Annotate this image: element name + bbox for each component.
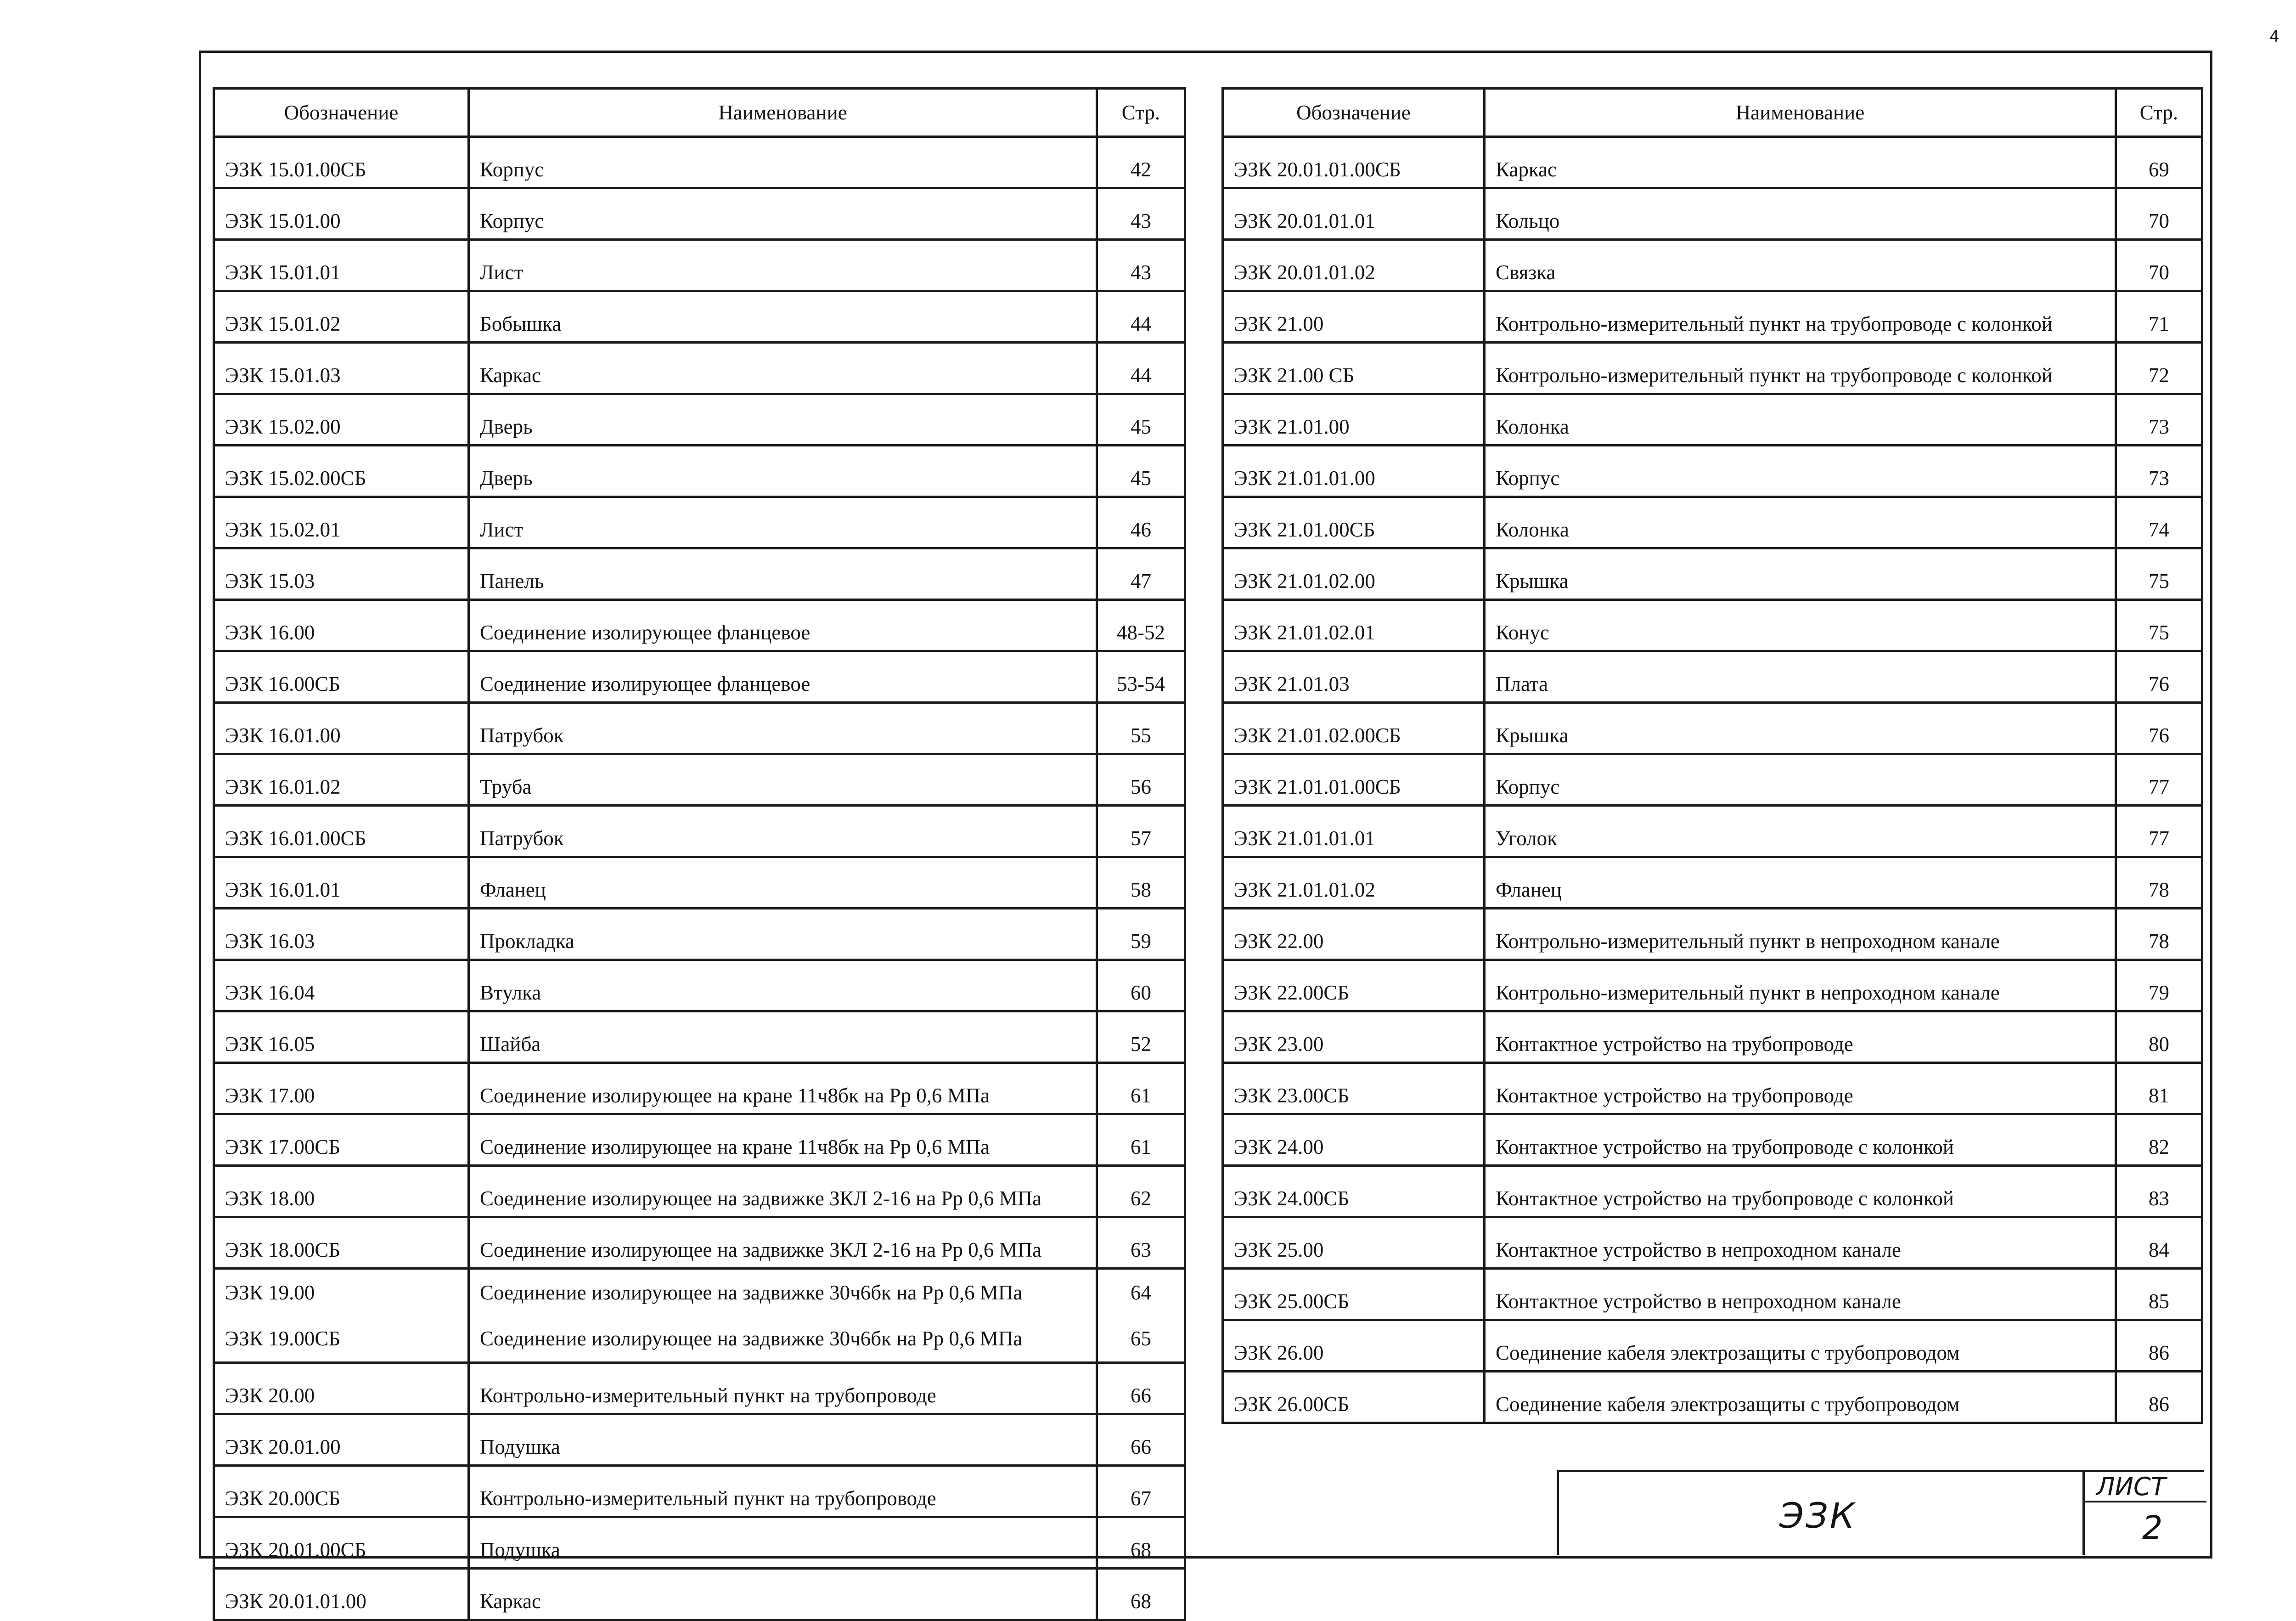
cell-name: Колонка bbox=[1485, 497, 2116, 548]
cell-code: ЭЗК 15.02.01 bbox=[214, 497, 469, 548]
cell-name: Панель bbox=[469, 548, 1097, 600]
table-row bbox=[214, 1517, 1185, 1569]
cell-name: Контактное устройство на трубопроводе с колонкой bbox=[1485, 1114, 2116, 1166]
cell-page: 72 bbox=[2116, 343, 2202, 394]
table-row bbox=[1223, 394, 2202, 446]
cell-page: 86 bbox=[2116, 1320, 2202, 1372]
table-row bbox=[1223, 343, 2202, 394]
cell-page: 67 bbox=[1097, 1466, 1185, 1517]
cell-page: 57 bbox=[1097, 806, 1185, 857]
table-body-right bbox=[1223, 137, 2202, 1423]
cell-page: 71 bbox=[2116, 291, 2202, 343]
cell-name: Каркас bbox=[469, 343, 1097, 394]
table-row bbox=[1223, 806, 2202, 857]
table-row bbox=[1223, 600, 2202, 651]
table-row bbox=[1223, 651, 2202, 703]
cell-name: Конус bbox=[1485, 600, 2116, 651]
cell-page: 59 bbox=[1097, 909, 1185, 960]
header-name: Наименование bbox=[469, 89, 1097, 137]
table-row bbox=[214, 446, 1185, 497]
cell-name: Контактное устройство в непроходном канале bbox=[1485, 1269, 2116, 1320]
cell-page: 83 bbox=[2116, 1166, 2202, 1217]
cell-page: 42 bbox=[1097, 137, 1185, 188]
table-row bbox=[214, 291, 1185, 343]
cell-page: 46 bbox=[1097, 497, 1185, 548]
cell-name: Кольцо bbox=[1485, 188, 2116, 240]
cell-page: 56 bbox=[1097, 754, 1185, 806]
cell-code: ЭЗК 15.01.00 bbox=[214, 188, 469, 240]
cell-name: Корпус bbox=[1485, 754, 2116, 806]
cell-name: Каркас bbox=[1485, 137, 2116, 188]
cell-page: 63 bbox=[1097, 1217, 1185, 1269]
cell-page: 70 bbox=[2116, 188, 2202, 240]
cell-name: Дверь bbox=[469, 446, 1097, 497]
table-row bbox=[1223, 1372, 2202, 1423]
cell-name: Плата bbox=[1485, 651, 2116, 703]
cell-code: ЭЗК 24.00СБ bbox=[1223, 1166, 1485, 1217]
cell-code: ЭЗК 16.03 bbox=[214, 909, 469, 960]
table-row bbox=[214, 909, 1185, 960]
cell-page: 74 bbox=[2116, 497, 2202, 548]
table-header-row bbox=[214, 89, 1185, 137]
table-row bbox=[214, 1114, 1185, 1166]
cell-page: 73 bbox=[2116, 394, 2202, 446]
cell-page: 58 bbox=[1097, 857, 1185, 909]
cell-page: 66 bbox=[1097, 1414, 1185, 1466]
title-block-divider bbox=[2082, 1472, 2085, 1555]
cell-name: Корпус bbox=[1485, 446, 2116, 497]
cell-code: ЭЗК 23.00СБ bbox=[1223, 1063, 1485, 1114]
table-row bbox=[1223, 1166, 2202, 1217]
cell-page: 44 bbox=[1097, 343, 1185, 394]
cell-name: Связка bbox=[1485, 240, 2116, 291]
header-page: Стр. bbox=[2116, 89, 2202, 137]
cell-name: Колонка bbox=[1485, 394, 2116, 446]
cell-page: 68 bbox=[1097, 1517, 1185, 1569]
cell-code: ЭЗК 15.02.00СБ bbox=[214, 446, 469, 497]
cell-code: ЭЗК 16.01.01 bbox=[214, 857, 469, 909]
table-row bbox=[214, 548, 1185, 600]
cell-code: ЭЗК 21.01.00СБ bbox=[1223, 497, 1485, 548]
cell-page-line: 65 bbox=[1131, 1327, 1151, 1350]
cell-page: 70 bbox=[2116, 240, 2202, 291]
table-row bbox=[214, 240, 1185, 291]
table-row bbox=[214, 188, 1185, 240]
table-row bbox=[1223, 960, 2202, 1011]
cell-code: ЭЗК 23.00 bbox=[1223, 1011, 1485, 1063]
table-row bbox=[214, 394, 1185, 446]
cell-page: 73 bbox=[2116, 446, 2202, 497]
table-row bbox=[214, 1363, 1185, 1414]
cell-code: ЭЗК 16.01.02 bbox=[214, 754, 469, 806]
cell-page: 76 bbox=[2116, 703, 2202, 754]
cell-code: ЭЗК 21.01.03 bbox=[1223, 651, 1485, 703]
cell-code: ЭЗК 26.00СБ bbox=[1223, 1372, 1485, 1423]
cell-page: 85 bbox=[2116, 1269, 2202, 1320]
cell-code: ЭЗК 21.01.00 bbox=[1223, 394, 1485, 446]
cell-page: 45 bbox=[1097, 394, 1185, 446]
table-row bbox=[214, 1011, 1185, 1063]
table-row bbox=[1223, 1011, 2202, 1063]
cell-page: 44 bbox=[1097, 291, 1185, 343]
cell-page: 47 bbox=[1097, 548, 1185, 600]
cell-name: Фланец bbox=[1485, 857, 2116, 909]
cell-name: Контактное устройство на трубопроводе bbox=[1485, 1063, 2116, 1114]
cell-code-line: ЭЗК 19.00 bbox=[225, 1281, 315, 1304]
table-row bbox=[1223, 291, 2202, 343]
cell-name: Втулка bbox=[469, 960, 1097, 1011]
cell-page: 75 bbox=[2116, 548, 2202, 600]
table-row bbox=[214, 754, 1185, 806]
cell-code: ЭЗК 20.01.01.00СБ bbox=[1223, 137, 1485, 188]
table-row bbox=[1223, 1320, 2202, 1372]
cell-code: ЭЗК 16.01.00 bbox=[214, 703, 469, 754]
cell-page: 53-54 bbox=[1097, 651, 1185, 703]
cell-page: 77 bbox=[2116, 754, 2202, 806]
cell-code: ЭЗК 21.01.02.01 bbox=[1223, 600, 1485, 651]
table-row bbox=[1223, 1114, 2202, 1166]
cell-page: 69 bbox=[2116, 137, 2202, 188]
table-row bbox=[214, 1063, 1185, 1114]
table-row bbox=[1223, 497, 2202, 548]
cell-code: ЭЗК 21.00 СБ bbox=[1223, 343, 1485, 394]
cell-code: ЭЗК 20.00СБ bbox=[214, 1466, 469, 1517]
cell-page: 43 bbox=[1097, 188, 1185, 240]
cell-code: ЭЗК 20.01.01.01 bbox=[1223, 188, 1485, 240]
cell-page: 66 bbox=[1097, 1363, 1185, 1414]
cell-name: Контрольно-измерительный пункт в непроходном канале bbox=[1485, 960, 2116, 1011]
cell-name: Соединение кабеля электрозащиты с трубопроводом bbox=[1485, 1320, 2116, 1372]
cell-name: Каркас bbox=[469, 1569, 1097, 1620]
cell-code: ЭЗК 21.01.01.00 bbox=[1223, 446, 1485, 497]
cell-name: Контактное устройство на трубопроводе bbox=[1485, 1011, 2116, 1063]
cell-page: 76 bbox=[2116, 651, 2202, 703]
table-row bbox=[214, 651, 1185, 703]
cell-name: Крышка bbox=[1485, 703, 2116, 754]
cell-name: Прокладка bbox=[469, 909, 1097, 960]
cell-code: ЭЗК 16.01.00СБ bbox=[214, 806, 469, 857]
cell-page: 78 bbox=[2116, 857, 2202, 909]
cell-page: 80 bbox=[2116, 1011, 2202, 1063]
table-row bbox=[214, 497, 1185, 548]
cell-name: Труба bbox=[469, 754, 1097, 806]
table-row bbox=[214, 806, 1185, 857]
table-row bbox=[1223, 240, 2202, 291]
index-table-right bbox=[1221, 87, 2203, 1424]
cell-name-line: Соединение изолирующее на задвижке 30ч6бк на Рр 0,6 МПа bbox=[480, 1327, 1023, 1350]
cell-page: 52 bbox=[1097, 1011, 1185, 1063]
table-row bbox=[214, 703, 1185, 754]
table-row bbox=[1223, 909, 2202, 960]
cell-code: ЭЗК 20.00 bbox=[214, 1363, 469, 1414]
cell-code: ЭЗК 16.00 bbox=[214, 600, 469, 651]
table-row bbox=[1223, 703, 2202, 754]
header-designation: Обозначение bbox=[214, 89, 469, 137]
cell-name: Патрубок bbox=[469, 703, 1097, 754]
cell-page: 61 bbox=[1097, 1114, 1185, 1166]
cell-name bbox=[469, 1269, 1097, 1363]
cell-code: ЭЗК 15.01.03 bbox=[214, 343, 469, 394]
cell-code: ЭЗК 15.01.00СБ bbox=[214, 137, 469, 188]
cell-name: Контактное устройство на трубопроводе с колонкой bbox=[1485, 1166, 2116, 1217]
cell-code: ЭЗК 22.00СБ bbox=[1223, 960, 1485, 1011]
cell-code: ЭЗК 21.01.01.01 bbox=[1223, 806, 1485, 857]
table-header-row bbox=[1223, 89, 2202, 137]
cell-page: 86 bbox=[2116, 1372, 2202, 1423]
cell-page: 82 bbox=[2116, 1114, 2202, 1166]
cell-name: Крышка bbox=[1485, 548, 2116, 600]
cell-page: 60 bbox=[1097, 960, 1185, 1011]
header-designation: Обозначение bbox=[1223, 89, 1485, 137]
corner-page-mark: 4 bbox=[2269, 28, 2279, 46]
cell-page: 84 bbox=[2116, 1217, 2202, 1269]
cell-code: ЭЗК 15.02.00 bbox=[214, 394, 469, 446]
cell-page: 61 bbox=[1097, 1063, 1185, 1114]
table-row bbox=[214, 960, 1185, 1011]
cell-name: Соединение кабеля электрозащиты с трубопроводом bbox=[1485, 1372, 2116, 1423]
cell-name: Корпус bbox=[469, 188, 1097, 240]
cell-name: Уголок bbox=[1485, 806, 2116, 857]
cell-name: Соединение изолирующее на задвижке ЗКЛ 2-16 на Рр 0,6 МПа bbox=[469, 1166, 1097, 1217]
table-row bbox=[214, 1217, 1185, 1269]
cell-name: Соединение изолирующее на кране 11ч8бк на Рр 0,6 МПа bbox=[469, 1063, 1097, 1114]
cell-code: ЭЗК 16.00СБ bbox=[214, 651, 469, 703]
cell-name: Лист bbox=[469, 240, 1097, 291]
cell-code: ЭЗК 26.00 bbox=[1223, 1320, 1485, 1372]
table-row bbox=[1223, 548, 2202, 600]
cell-name: Контрольно-измерительный пункт на трубопроводе bbox=[469, 1466, 1097, 1517]
cell-code: ЭЗК 20.01.00СБ bbox=[214, 1517, 469, 1569]
cell-name: Бобышка bbox=[469, 291, 1097, 343]
cell-code-line: ЭЗК 19.00СБ bbox=[225, 1327, 341, 1350]
title-block bbox=[1557, 1470, 2204, 1555]
cell-code: ЭЗК 16.05 bbox=[214, 1011, 469, 1063]
cell-page bbox=[1097, 1269, 1185, 1363]
cell-code: ЭЗК 21.01.01.00СБ bbox=[1223, 754, 1485, 806]
table-row bbox=[1223, 188, 2202, 240]
cell-code: ЭЗК 21.00 bbox=[1223, 291, 1485, 343]
cell-page: 62 bbox=[1097, 1166, 1185, 1217]
cell-page: 81 bbox=[2116, 1063, 2202, 1114]
cell-code: ЭЗК 20.01.00 bbox=[214, 1414, 469, 1466]
header-name: Наименование bbox=[1485, 89, 2116, 137]
cell-code: ЭЗК 15.03 bbox=[214, 548, 469, 600]
cell-code bbox=[214, 1269, 469, 1363]
table-body-left bbox=[214, 137, 1185, 1620]
cell-page: 68 bbox=[1097, 1569, 1185, 1620]
table-row bbox=[214, 1166, 1185, 1217]
index-table-left bbox=[213, 87, 1186, 1621]
cell-code: ЭЗК 15.01.01 bbox=[214, 240, 469, 291]
cell-code: ЭЗК 22.00 bbox=[1223, 909, 1485, 960]
cell-name: Контрольно-измерительный пункт на трубопроводе bbox=[469, 1363, 1097, 1414]
header-page: Стр. bbox=[1097, 89, 1185, 137]
table-row bbox=[214, 1569, 1185, 1620]
cell-name: Корпус bbox=[469, 137, 1097, 188]
cell-name: Лист bbox=[469, 497, 1097, 548]
table-row bbox=[1223, 754, 2202, 806]
cell-page: 77 bbox=[2116, 806, 2202, 857]
table-row bbox=[214, 1269, 1185, 1363]
cell-name: Контрольно-измерительный пункт на трубопроводе с колонкой bbox=[1485, 343, 2116, 394]
table-row bbox=[1223, 137, 2202, 188]
cell-name-line: Соединение изолирующее на задвижке 30ч6бк на Рр 0,6 МПа bbox=[480, 1281, 1023, 1304]
cell-page: 45 bbox=[1097, 446, 1185, 497]
document-code: ЭЗК bbox=[1779, 1495, 1857, 1536]
table-row bbox=[1223, 1063, 2202, 1114]
cell-page: 75 bbox=[2116, 600, 2202, 651]
cell-page: 55 bbox=[1097, 703, 1185, 754]
cell-name: Патрубок bbox=[469, 806, 1097, 857]
cell-code: ЭЗК 21.01.02.00 bbox=[1223, 548, 1485, 600]
cell-name: Подушка bbox=[469, 1517, 1097, 1569]
cell-code: ЭЗК 24.00 bbox=[1223, 1114, 1485, 1166]
cell-name: Соединение изолирующее на кране 11ч8бк на Рр 0,6 МПа bbox=[469, 1114, 1097, 1166]
sheet-number: 2 bbox=[2142, 1509, 2163, 1547]
table-row bbox=[214, 857, 1185, 909]
table-row bbox=[1223, 857, 2202, 909]
cell-code: ЭЗК 18.00СБ bbox=[214, 1217, 469, 1269]
table-row bbox=[214, 600, 1185, 651]
cell-code: ЭЗК 17.00СБ bbox=[214, 1114, 469, 1166]
table-row bbox=[1223, 1217, 2202, 1269]
cell-code: ЭЗК 21.01.02.00СБ bbox=[1223, 703, 1485, 754]
sheet-label: ЛИСТ bbox=[2096, 1472, 2166, 1501]
cell-name: Контрольно-измерительный пункт в непроходном канале bbox=[1485, 909, 2116, 960]
table-row bbox=[214, 137, 1185, 188]
cell-name: Соединение изолирующее фланцевое bbox=[469, 600, 1097, 651]
cell-page: 48-52 bbox=[1097, 600, 1185, 651]
table-row bbox=[1223, 446, 2202, 497]
cell-code: ЭЗК 20.01.01.02 bbox=[1223, 240, 1485, 291]
cell-code: ЭЗК 20.01.01.00 bbox=[214, 1569, 469, 1620]
table-row bbox=[214, 1466, 1185, 1517]
cell-code: ЭЗК 17.00 bbox=[214, 1063, 469, 1114]
cell-name: Шайба bbox=[469, 1011, 1097, 1063]
table-row bbox=[214, 343, 1185, 394]
table-row bbox=[214, 1414, 1185, 1466]
cell-name: Дверь bbox=[469, 394, 1097, 446]
cell-code: ЭЗК 21.01.01.02 bbox=[1223, 857, 1485, 909]
cell-name: Подушка bbox=[469, 1414, 1097, 1466]
cell-code: ЭЗК 25.00СБ bbox=[1223, 1269, 1485, 1320]
cell-code: ЭЗК 16.04 bbox=[214, 960, 469, 1011]
cell-page-line: 64 bbox=[1131, 1281, 1151, 1304]
cell-name: Контактное устройство в непроходном канале bbox=[1485, 1217, 2116, 1269]
cell-code: ЭЗК 25.00 bbox=[1223, 1217, 1485, 1269]
cell-name: Контрольно-измерительный пункт на трубопроводе с колонкой bbox=[1485, 291, 2116, 343]
cell-page: 43 bbox=[1097, 240, 1185, 291]
cell-name: Соединение изолирующее на задвижке ЗКЛ 2-16 на Рр 0,6 МПа bbox=[469, 1217, 1097, 1269]
table-row bbox=[1223, 1269, 2202, 1320]
cell-code: ЭЗК 15.01.02 bbox=[214, 291, 469, 343]
cell-page: 79 bbox=[2116, 960, 2202, 1011]
cell-page: 78 bbox=[2116, 909, 2202, 960]
cell-name: Соединение изолирующее фланцевое bbox=[469, 651, 1097, 703]
cell-name: Фланец bbox=[469, 857, 1097, 909]
cell-code: ЭЗК 18.00 bbox=[214, 1166, 469, 1217]
